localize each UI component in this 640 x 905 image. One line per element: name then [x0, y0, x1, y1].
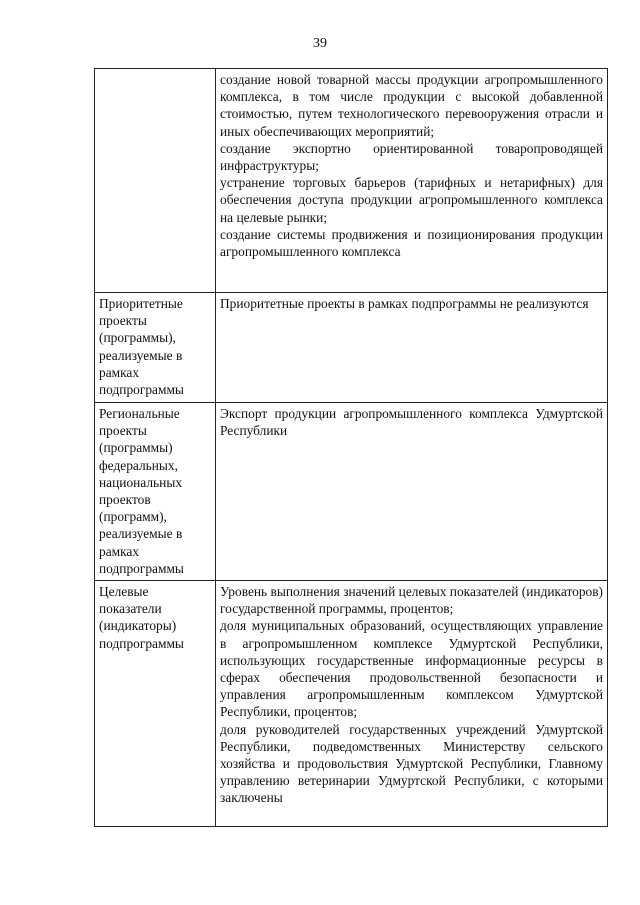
- content-paragraph: создание системы продвижения и позиционирования продукции агропромышленного комплекса: [220, 226, 603, 260]
- content-paragraph: доля муниципальных образований, осуществляющих управление в агропромышленном комплексе Удмуртской Республики, использующих государственные информационные ресурсы в сферах обеспечения продовольственной безопасности и управления агропромышленным комплексом Удмуртской Республики, процентов;: [220, 618, 603, 720]
- row-content: [216, 293, 608, 403]
- row-label: Приоритетные проекты (программы), реализуемые в рамках подпрограммы: [95, 293, 216, 403]
- page-number: 39: [313, 36, 327, 51]
- subprogram-passport-table: [94, 68, 608, 827]
- row-content: [216, 69, 608, 293]
- row-content: [216, 403, 608, 581]
- table-row: [95, 403, 608, 581]
- content-paragraph: создание экспортно ориентированной товаропроводящей инфраструктуры;: [220, 140, 603, 174]
- row-label: [95, 69, 216, 293]
- content-paragraph: Приоритетные проекты в рамках подпрограммы не реализуются: [220, 296, 589, 311]
- table-row: [95, 293, 608, 403]
- row-content: [216, 581, 608, 827]
- row-label: Региональные проекты (программы) федеральных, национальных проектов (программ), реализуемые в рамках подпрограммы: [95, 403, 216, 581]
- content-paragraph: доля руководителей государственных учреждений Удмуртской Республики, подведомственных Министерству сельского хозяйства и продовольствия Удмуртской Республики, Главному управлению ветеринарии Удмуртской Республики, с которыми заключены: [220, 721, 603, 806]
- row-label: Целевые показатели (индикаторы) подпрограммы: [95, 581, 216, 827]
- table-row: [95, 69, 608, 293]
- content-paragraph: Экспорт продукции агропромышленного комплекса Удмуртской Республики: [220, 406, 603, 439]
- table-row: [95, 581, 608, 827]
- content-paragraph: Уровень выполнения значений целевых показателей (индикаторов) государственной программы, процентов;: [220, 584, 603, 617]
- content-paragraph: создание новой товарной массы продукции агропромышленного комплекса, в том числе продукции с высокой добавленной стоимостью, путем технологического перевооружения отрасли и иных обеспечивающих мероприятий;: [220, 72, 603, 139]
- content-paragraph: устранение торговых барьеров (тарифных и нетарифных) для обеспечения доступа продукции агропромышленного комплекса на целевые рынки;: [220, 175, 603, 225]
